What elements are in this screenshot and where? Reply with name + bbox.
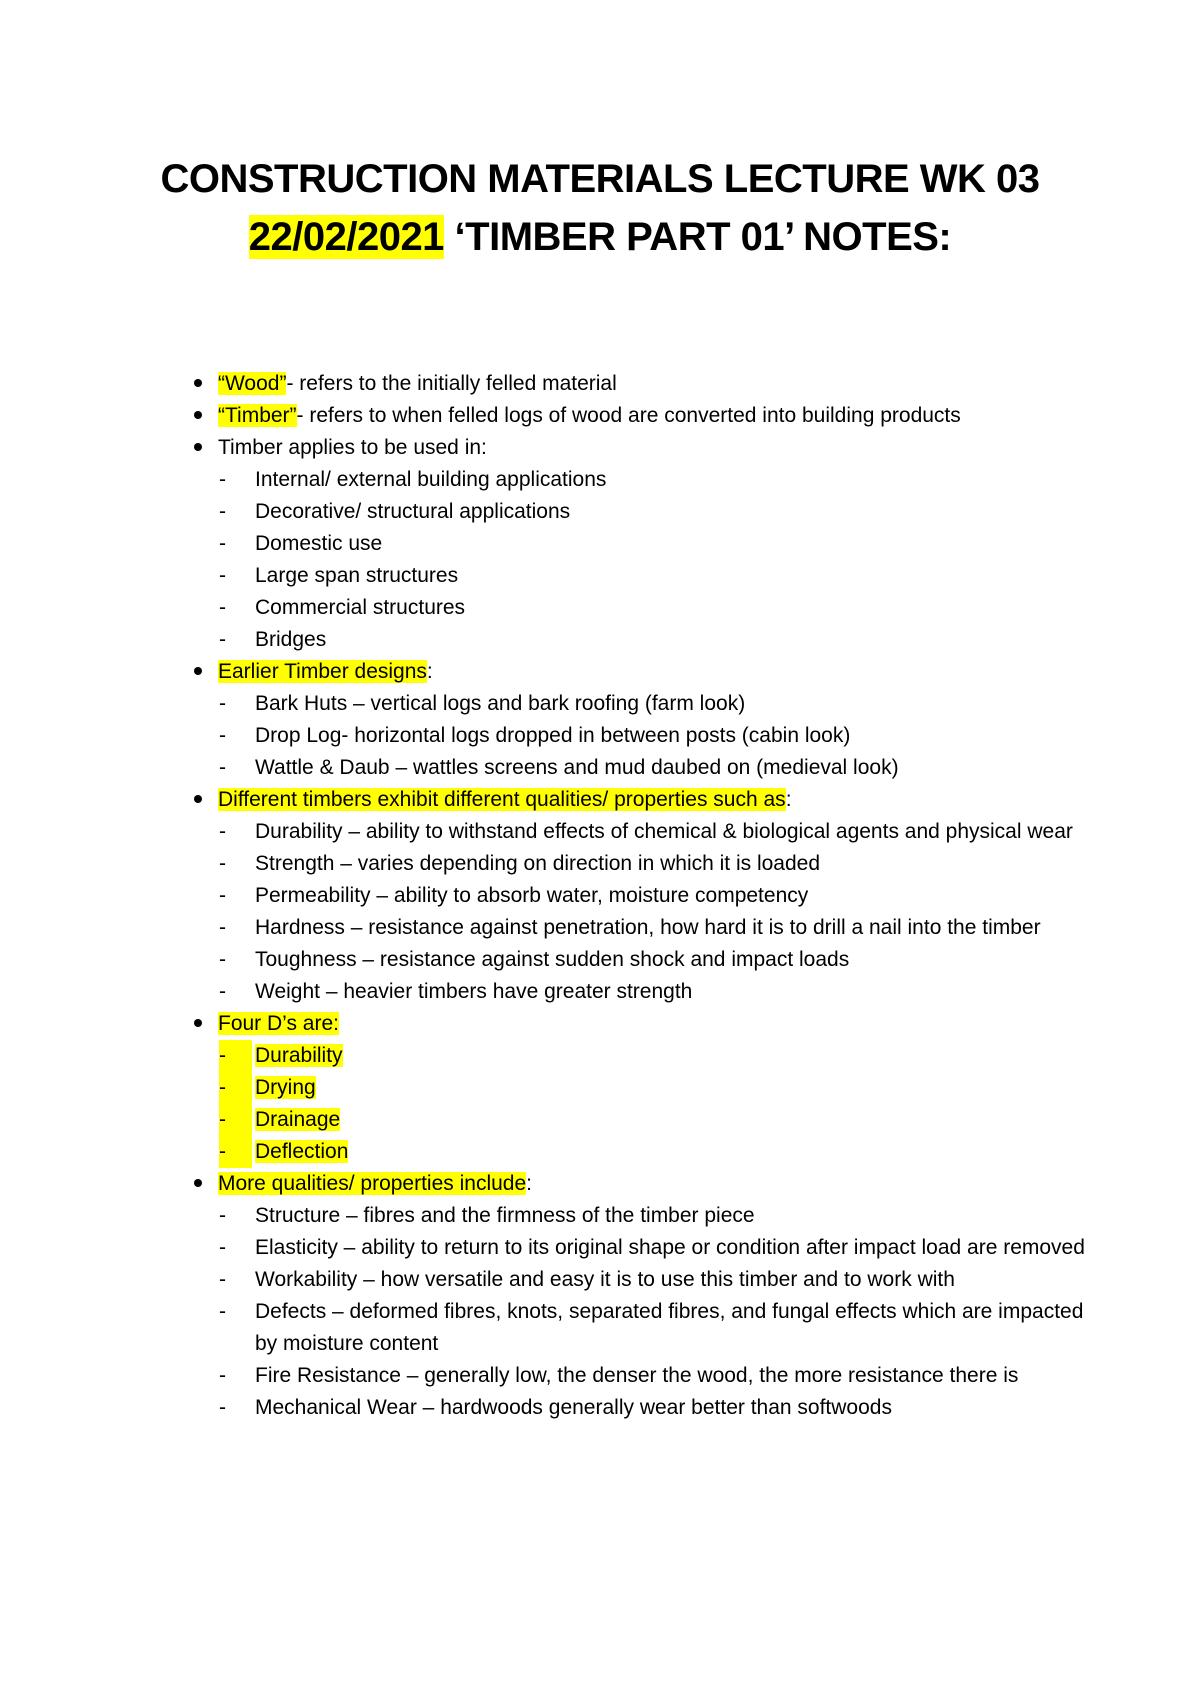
dash-marker: - [219,1072,252,1104]
dash-marker: - [219,820,226,843]
dash-marker: - [219,500,226,523]
bullet-item [218,656,1078,688]
sub-item [219,688,1085,720]
dash-marker: - [219,564,226,587]
sub-item-text: Decorative/ structural applications [255,500,571,523]
dash-marker: - [219,1236,226,1259]
dash-marker: - [219,852,226,875]
dash-marker: - [219,1300,226,1323]
sub-item-text: Strength – varies depending on direction in which it is loaded [255,852,821,875]
sub-item [219,464,1085,496]
dash-marker: - [219,1268,226,1291]
sub-item-text: Drop Log- horizontal logs dropped in between posts (cabin look) [255,724,851,747]
sub-item-text: Permeability – ability to absorb water, moisture competency [255,884,809,907]
document-title [0,150,1200,266]
sub-item-text: Fire Resistance – generally low, the denser the wood, the more resistance there is [255,1364,1019,1387]
dash-marker: - [219,1040,252,1072]
sub-item-text: Hardness – resistance against penetration, how hard it is to drill a nail into the timber [255,916,1041,939]
bullet-item [218,368,1078,400]
sub-item [219,720,1085,752]
sub-item-text: Structure – fibres and the firmness of the timber piece [255,1204,755,1227]
sub-item [219,1200,1085,1232]
dash-marker: - [219,1364,226,1387]
dash-marker: - [219,1204,226,1227]
sub-item-text: Commercial structures [255,596,466,619]
sub-item [219,1392,1085,1424]
sub-item-text: Defects – deformed fibres, knots, separated fibres, and fungal effects which are impacted by moisture content [255,1300,1084,1355]
dash-marker: - [219,884,226,907]
bullet-dot-icon [188,1008,208,1040]
sub-item [219,752,1085,784]
bullet-dot-icon [188,368,208,400]
bullet-dot-icon [188,784,208,816]
sub-item [219,1232,1085,1264]
sub-item-text: Drainage [255,1108,341,1131]
dash-marker: - [219,628,226,651]
sub-item [219,848,1085,880]
sub-item [219,1072,1085,1104]
sub-item-text: Toughness – resistance against sudden shock and impact loads [255,948,850,971]
sub-item-text: Large span structures [255,564,459,587]
sub-item [219,1136,1085,1168]
bullet-text: - refers to the initially felled material [286,372,617,395]
dash-marker: - [219,916,226,939]
bullet-text: - refers to when felled logs of wood are converted into building products [296,404,961,427]
bullet-item [218,400,1078,432]
sub-item-text: Weight – heavier timbers have greater strength [255,980,693,1003]
sub-item-text: Drying [255,1076,316,1099]
dash-marker: - [219,1104,252,1136]
sub-item [219,1104,1085,1136]
bullet-dot-icon [188,656,208,688]
sub-item-text: Deflection [255,1140,349,1163]
sub-item [219,816,1085,848]
dash-marker: - [219,532,226,555]
sub-item [219,976,1085,1008]
sub-item-text: Bark Huts – vertical logs and bark roofing (farm look) [255,692,746,715]
dash-marker: - [219,724,226,747]
bullet-item [218,784,1078,816]
title-line-1: CONSTRUCTION MATERIALS LECTURE WK 03 [160,157,1040,201]
sub-item-text: Internal/ external building applications [255,468,607,491]
bullet-highlighted-text: Earlier Timber designs [218,660,427,683]
sub-item [219,912,1085,944]
sub-item [219,1296,1085,1360]
bullet-text: Timber applies to be used in: [218,436,487,459]
bullet-highlighted-text: Different timbers exhibit different qualities/ properties such as [218,788,786,811]
dash-marker: - [219,1136,252,1168]
bullet-item [218,1008,1078,1040]
bullet-dot-icon [188,400,208,432]
bullet-text: : [426,660,433,683]
title-line-2 [0,208,1200,266]
dash-marker: - [219,756,226,779]
sub-item [219,560,1085,592]
bullet-highlighted-text: “Wood” [218,372,287,395]
bullet-highlighted-text: Four D’s are: [218,1012,339,1035]
sub-item [219,624,1085,656]
sub-item-text: Elasticity – ability to return to its original shape or condition after impact load are removed [255,1236,1085,1259]
sub-item [219,880,1085,912]
dash-marker: - [219,468,226,491]
bullet-dot-icon [188,432,208,464]
bullet-text: : [785,788,792,811]
dash-marker: - [219,596,226,619]
title-date: 22/02/2021 [248,215,444,259]
sub-item [219,1264,1085,1296]
sub-item-text: Workability – how versatile and easy it is to use this timber and to work with [255,1268,955,1291]
sub-item-text: Wattle & Daub – wattles screens and mud daubed on (medieval look) [255,756,899,779]
title-subject: ‘TIMBER PART 01’ NOTES: [443,215,952,259]
sub-item-text: Durability [255,1044,343,1067]
dash-marker: - [219,948,226,971]
bullet-dot-icon [188,1168,208,1200]
sub-item [219,496,1085,528]
sub-item [219,528,1085,560]
bullet-item [218,1168,1078,1200]
sub-item [219,944,1085,976]
bullet-highlighted-text: “Timber” [218,404,297,427]
bullet-item [218,432,1078,464]
sub-item-text: Durability – ability to withstand effects of chemical & biological agents and physical wear [255,820,1073,843]
notes-list [0,368,1200,1424]
sub-item [219,592,1085,624]
dash-marker: - [219,980,226,1003]
sub-item [219,1360,1085,1392]
dash-marker: - [219,692,226,715]
sub-item [219,1040,1085,1072]
bullet-text: : [526,1172,533,1195]
sub-item-text: Mechanical Wear – hardwoods generally wear better than softwoods [255,1396,892,1419]
sub-item-text: Domestic use [255,532,383,555]
bullet-highlighted-text: More qualities/ properties include [218,1172,527,1195]
sub-item-text: Bridges [255,628,327,651]
dash-marker: - [219,1396,226,1419]
